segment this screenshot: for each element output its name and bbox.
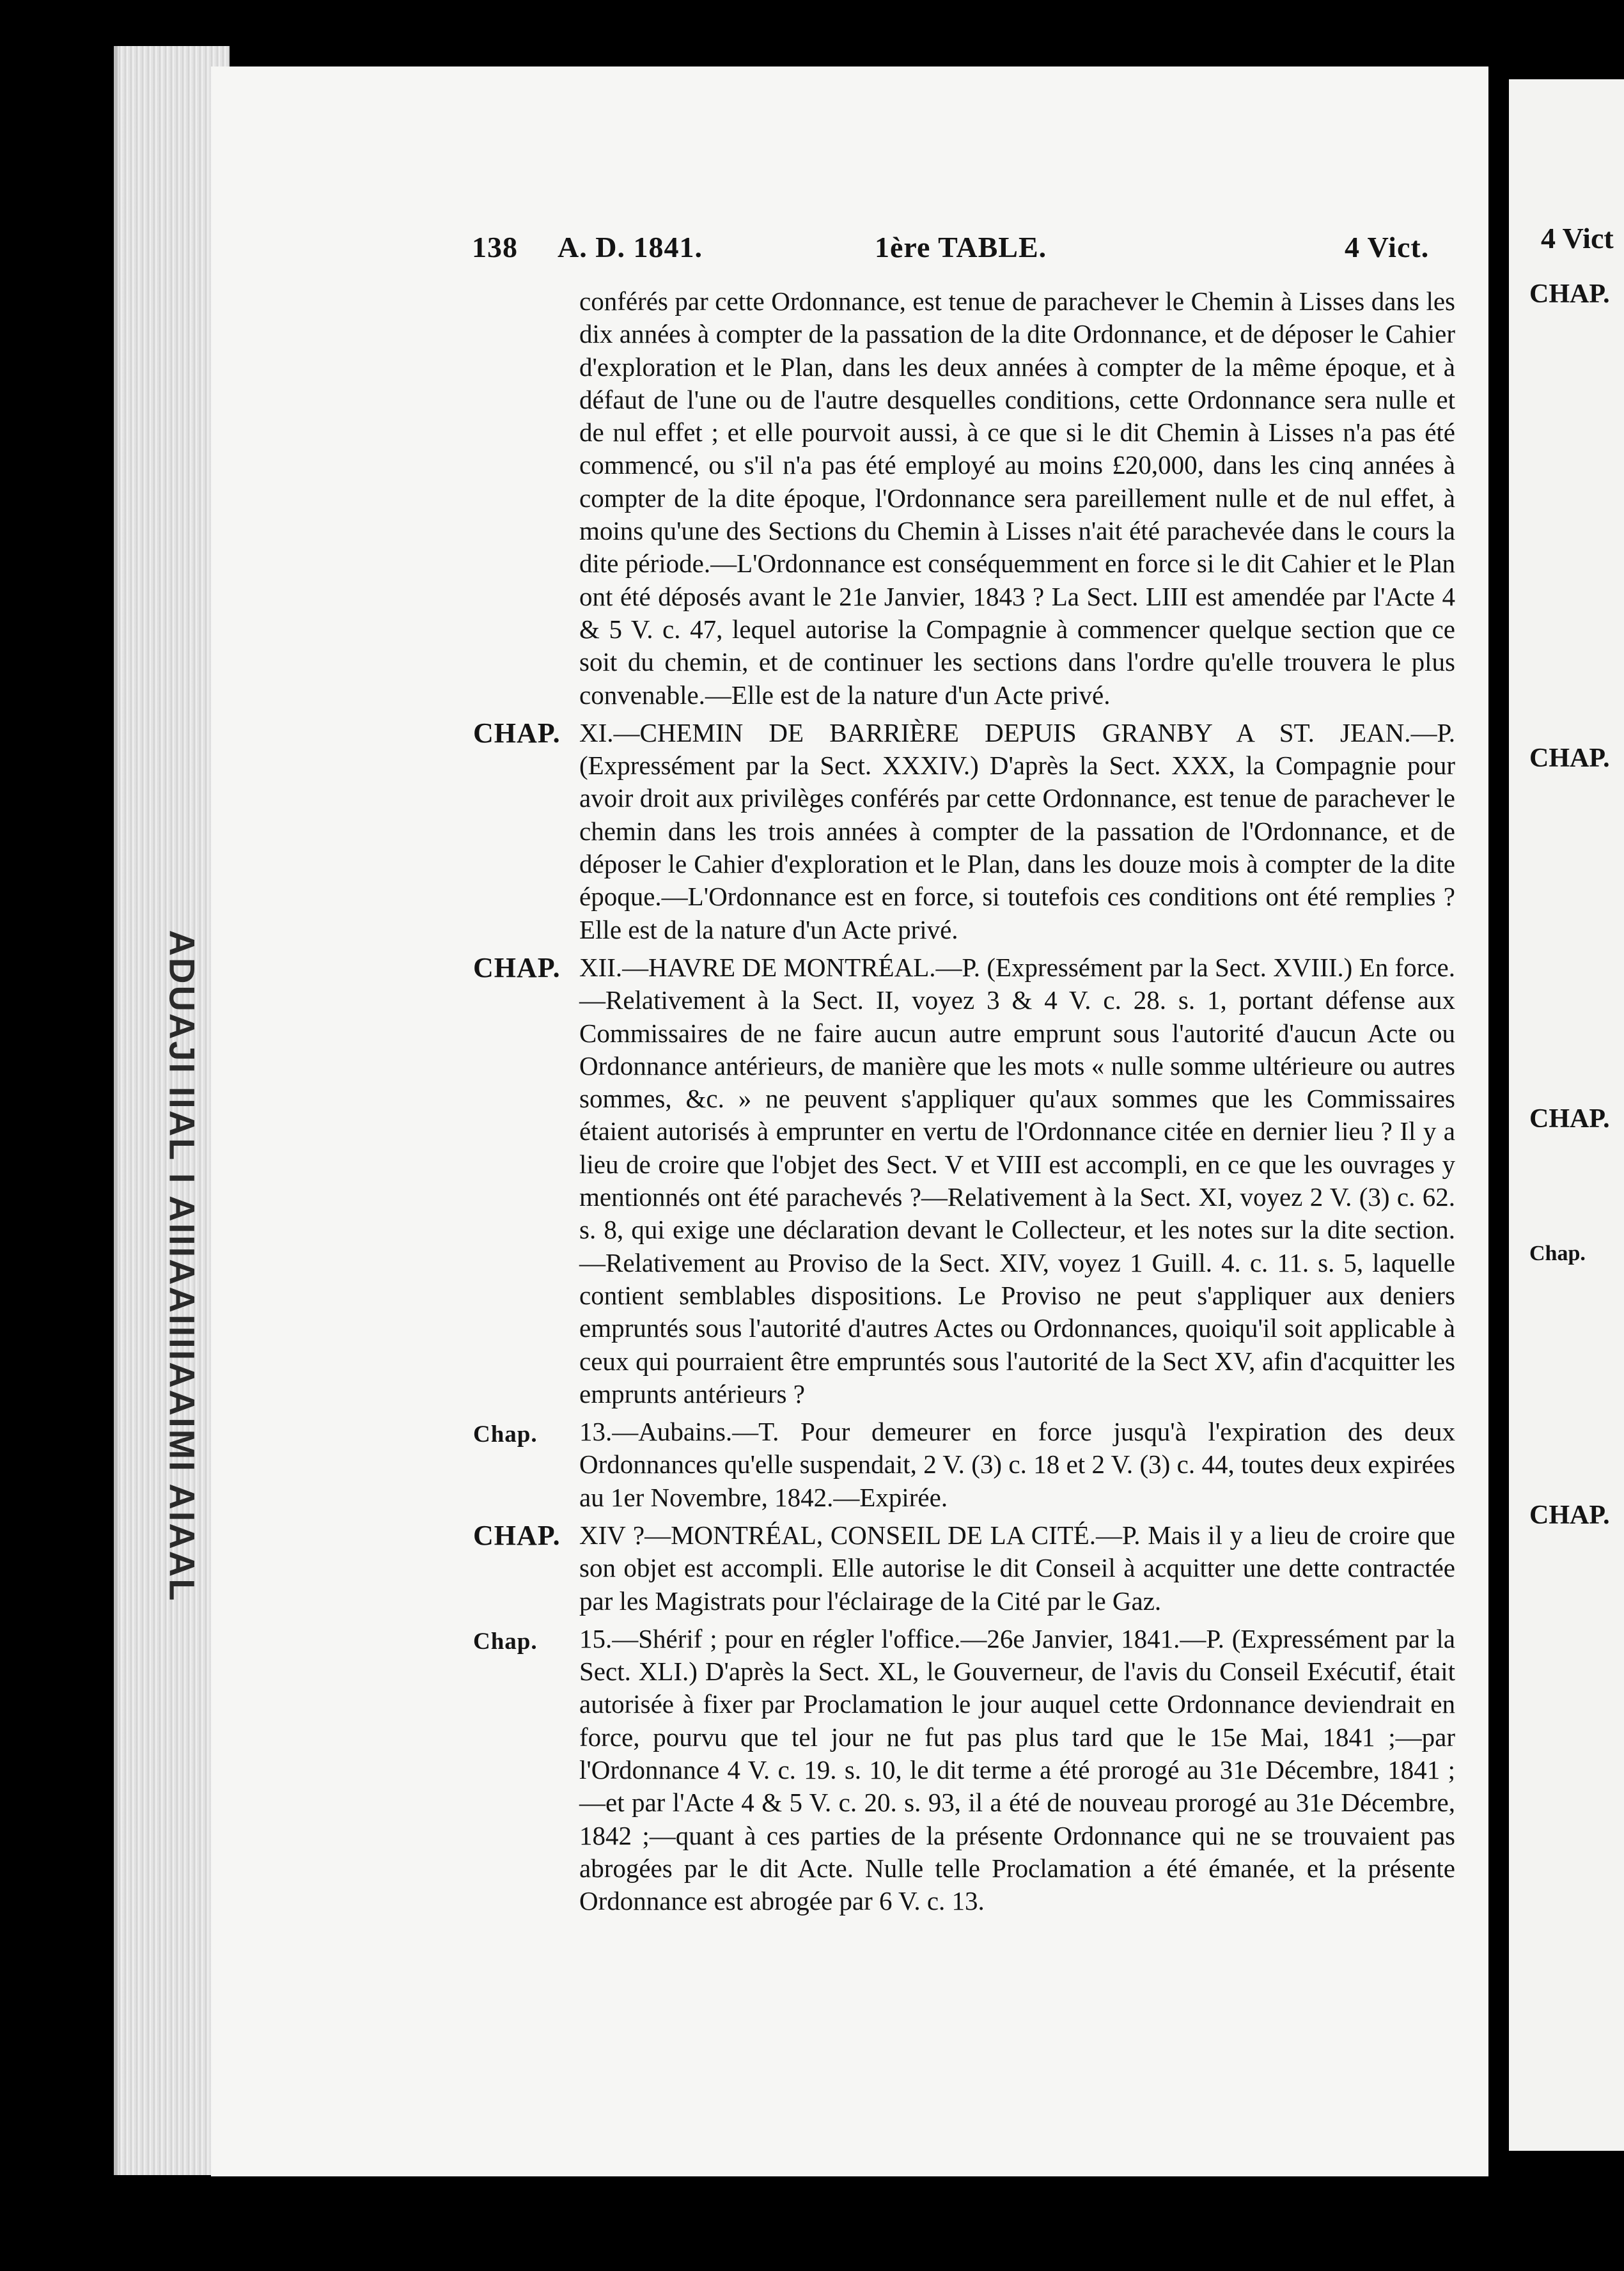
facing-chap-label: CHAP.	[1529, 744, 1610, 773]
entry-text: 13.—Aubains.—T. Pour demeurer en force jusqu'à l'expiration des deux Ordonnances qu'elle suspendait, 2 V. (3) c. 18 et 2 V. (3) c. 44, toutes deux expirées au 1er Novembre, 1842.—Expirée.	[579, 1417, 1455, 1512]
entry-chap-13	[473, 1416, 1455, 1514]
entry-text: XII.—HAVRE DE MONTRÉAL.—P. (Expressément par la Sect. XVIII.) En force.—Relativement à la Sect. II, voyez 3 & 4 V. c. 28. s. 1, portant défense aux Commissaires de ne faire aucun autre emprunt sous l'autorité d'aucun Acte ou Ordonnance antérieurs, de manière que les mots « nulle somme ultérieure ou autres sommes, &c. » ne peuvent s'appliquer qu'aux sommes que les Commissaires étaient autorisés à emprunter en vertu de l'Ordonnance citée en dernier lieu ? Il y a lieu de croire que l'objet des Sect. V et VIII est accompli, en ce que les ouvrages y mentionnés ont été parachevés ?—Relativement à la Sect. XI, voyez 2 V. (3) c. 62. s. 8, qui exige une déclaration devant le Collecteur, et les notes sur la dite section.—Relativement au Proviso de la Sect. XIV, voyez 1 Guill. 4. c. 11. s. 5, laquelle contient semblables dispositions. Le Proviso ne peut s'appliquer aux deniers empruntés sous l'autorité d'autres Actes ou Ordonnances, quoiqu'il soit applicable à ceux qui pourraient être empruntés sous l'autorité de la Sect XV, afin d'acquitter les emprunts antérieurs ?	[579, 952, 1455, 1409]
page-number: 138	[472, 231, 518, 263]
header-title: 1ère TABLE.	[875, 231, 1047, 263]
entry-chap-15	[473, 1623, 1455, 1918]
facing-chap-label: Chap.	[1529, 1242, 1586, 1265]
chap-label: CHAP.	[473, 951, 561, 983]
facing-page-header: 4 Vict	[1541, 222, 1614, 254]
facing-chap-label: CHAP.	[1529, 1501, 1610, 1530]
chap-label: CHAP.	[473, 717, 561, 749]
edge-stamp-text: ADUAJI IIAL I AIIIAAIIIIAAIMI AIAAL	[162, 930, 203, 1602]
entry-text: XI.—CHEMIN DE BARRIÈRE DEPUIS GRANBY A ST. JEAN.—P. (Expressément par la Sect. XXXIV.) D'après la Sect. XXX, la Compagnie pour avoir droit aux privilèges conférés par cette Ordonnance, est tenue de parachever le chemin dans les trois années à compter de la passation de l'Ordonnance, et de déposer le Cahier d'exploration et le Plan, dans les douze mois à compter de la dite époque.—L'Ordonnance est en force, si toutefois ces conditions ont été remplies ? Elle est de la nature d'un Acte privé.	[579, 717, 1455, 944]
facing-chap-label: CHAP.	[1529, 279, 1610, 309]
entry-chap-xiv	[473, 1519, 1455, 1618]
edge-stamp	[163, 908, 201, 1624]
table-body	[473, 285, 1455, 1923]
entry-text: XIV ?—MONTRÉAL, CONSEIL DE LA CITÉ.—P. Mais il y a lieu de croire que son objet est accompli. Elle autorise le dit Conseil à acquitter une dette contractée par les Magistrats pour l'éclairage de la Cité par le Gaz.	[579, 1520, 1455, 1616]
facing-page	[1509, 79, 1624, 2151]
chap-label: Chap.	[473, 1628, 538, 1655]
entry-chap-xi	[473, 717, 1455, 946]
header-year: A. D. 1841.	[558, 231, 703, 263]
chap-label: CHAP.	[473, 1519, 561, 1551]
chap-label: Chap.	[473, 1421, 538, 1448]
header-regnal: 4 Vict.	[1345, 231, 1430, 263]
facing-chap-label: CHAP.	[1529, 1104, 1610, 1134]
entry-continuation	[473, 285, 1455, 712]
entry-text: conférés par cette Ordonnance, est tenue de parachever le Chemin à Lisses dans les dix années à compter de la passation de la dite Ordonnance, et de déposer le Cahier d'exploration et le Plan, dans les deux années à compter de la même époque, et à défaut de l'une ou de l'autre desquelles conditions, cette Ordonnance sera nulle et de nul effet ; et elle pourvoit aussi, à ce que si le dit Chemin à Lisses n'a pas été commencé, ou s'il n'a pas été employé au moins £20,000, dans les cinq années à compter de la dite époque, l'Ordonnance sera pareillement nulle et de nul effet, à moins qu'une des Sections du Chemin à Lisses n'ait été parachevée dans le cours la dite période.—L'Ordonnance est conséquemment en force si le dit Cahier et le Plan ont été déposés avant le 21e Janvier, 1843 ? La Sect. LIII est amendée par l'Acte 4 & 5 V. c. 47, lequel autorise la Compagnie à commencer quelque section que ce soit du chemin, et de continuer les sections dans l'ordre qu'elle trouvera le plus convenable.—Elle est de la nature d'un Acte privé.	[579, 286, 1455, 710]
page-header	[472, 230, 1456, 275]
entry-chap-xii	[473, 951, 1455, 1410]
entry-text: 15.—Shérif ; pour en régler l'office.—26e Janvier, 1841.—P. (Expressément par la Sect. XLI.) D'après la Sect. XL, le Gouverneur, de l'avis du Conseil Exécutif, était autorisée à fixer par Proclamation le jour auquel cette Ordonnance deviendrait en force, pourvu que tel jour ne fut pas plus tard que le 15e Mai, 1841 ;—par l'Ordonnance 4 V. c. 19. s. 10, le dit terme a été prorogé au 31e Décembre, 1841 ;—et par l'Acte 4 & 5 V. c. 20. s. 93, il a été de nouveau prorogé au 31e Décembre, 1842 ;—quant à ces parties de la présente Ordonnance qui ne se trouvaient pas abrogées par le dit Acte. Nulle telle Proclamation a été émanée, et la présente Ordonnance est abrogée par 6 V. c. 13.	[579, 1623, 1455, 1916]
